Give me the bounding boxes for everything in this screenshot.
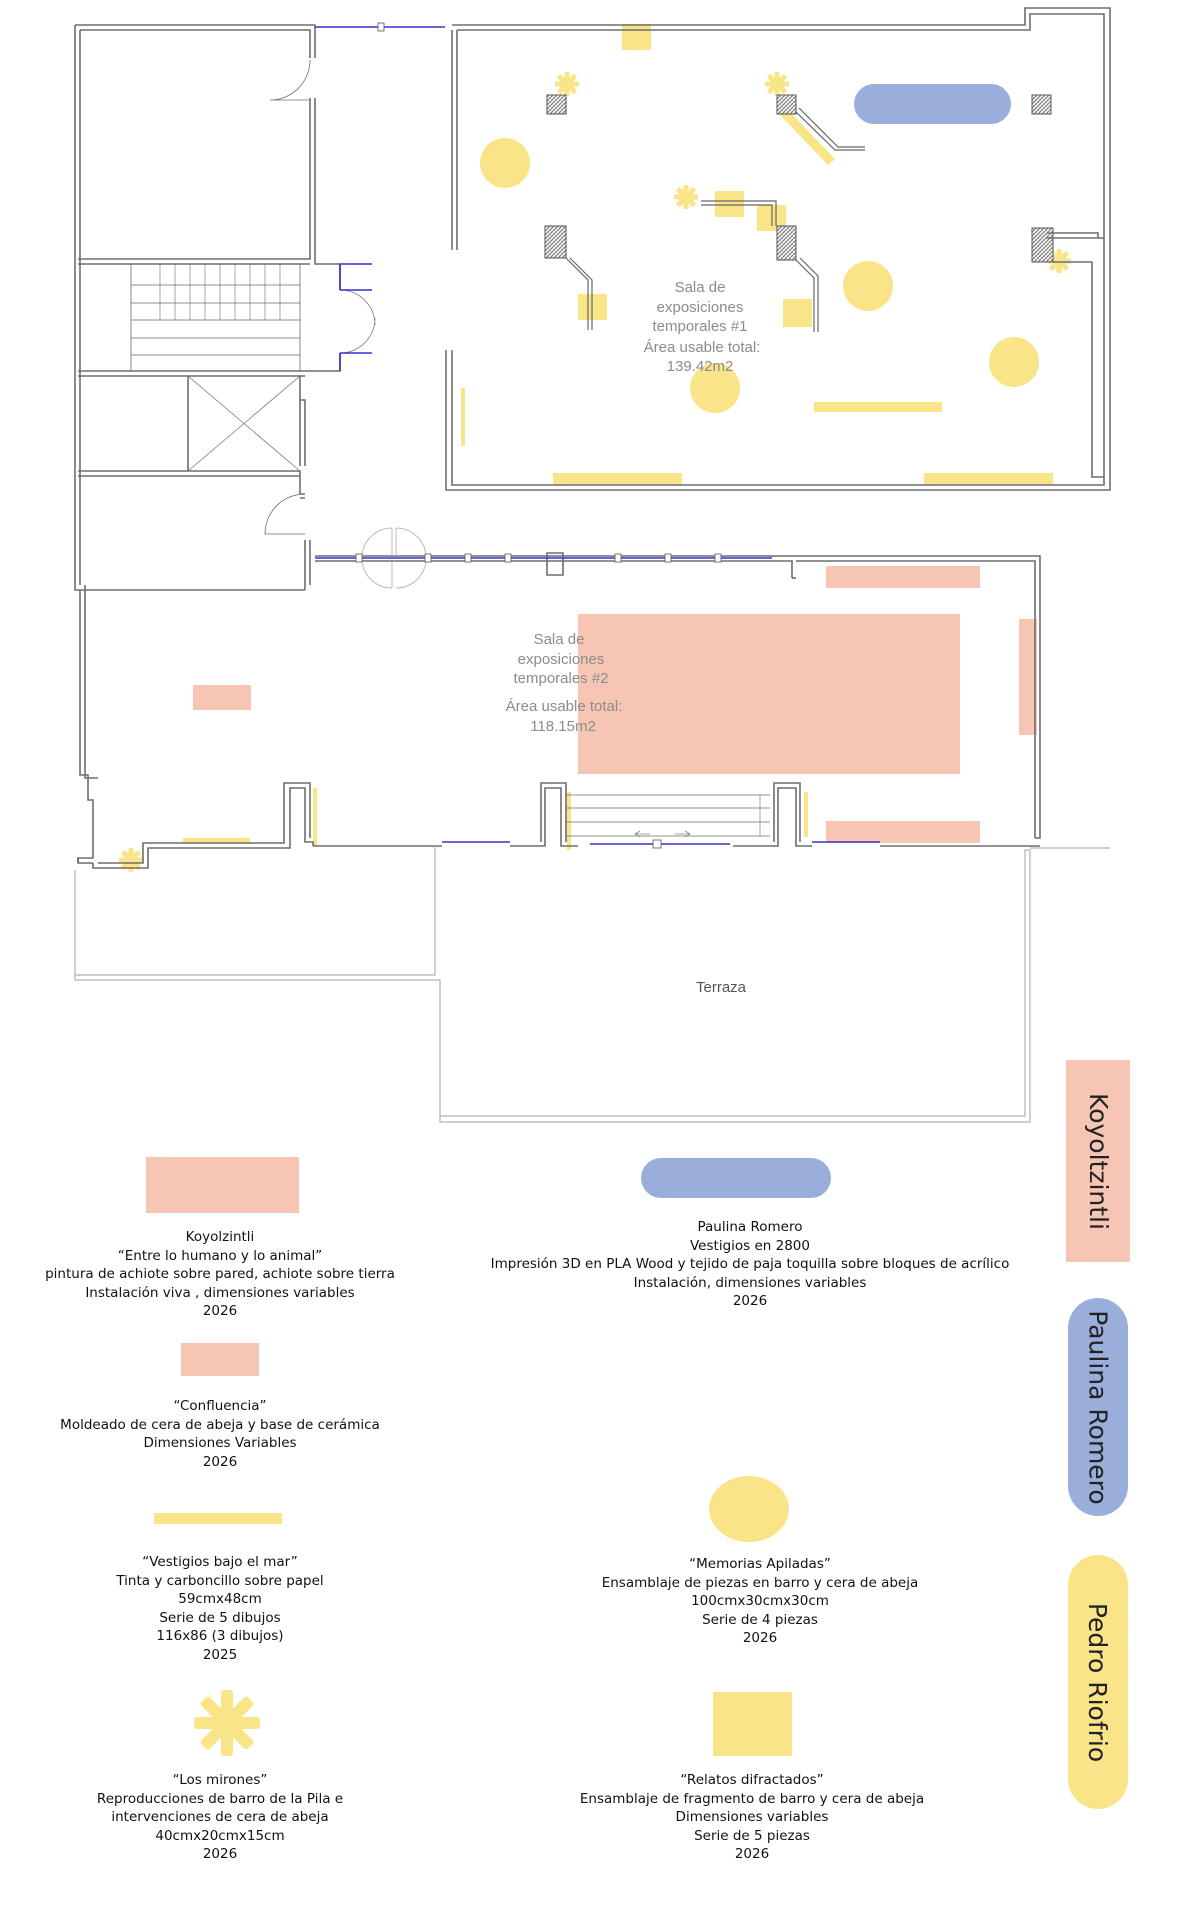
legend-swatch-paulina-pill xyxy=(641,1158,831,1198)
artist-key-paulina-romero xyxy=(1068,1298,1128,1516)
memorias-piece xyxy=(989,337,1039,387)
mirones-piece xyxy=(674,185,698,209)
artist-name: Pedro Riofrio xyxy=(1083,1602,1113,1762)
artist-key-pedro-riofrio xyxy=(1068,1555,1128,1809)
sala2-name-line: Sala de xyxy=(533,631,585,648)
sala2-name-line: temporales #2 xyxy=(513,670,609,687)
sala2-name-line: exposiciones xyxy=(517,651,605,668)
artist-key-koyoltzintli xyxy=(1066,1060,1130,1262)
vestigios-mar-piece xyxy=(924,473,1053,484)
sala1-area-line: 139.42m2 xyxy=(666,358,734,375)
sala1-name-line: exposiciones xyxy=(656,299,744,316)
koyolzintli-installation xyxy=(578,614,960,774)
mirones-piece xyxy=(765,72,789,96)
terraza-label: Terraza xyxy=(695,979,747,996)
confluencia-piece xyxy=(826,821,980,843)
relatos-piece xyxy=(622,24,651,50)
artist-name: Koyoltzintli xyxy=(1083,1092,1113,1230)
legend-entry-relatos: “Relatos difractados” Ensamblaje de fragmento de barro y cera de abeja Dimensiones variables Serie de 5 piezas 2026 xyxy=(579,1772,925,1862)
confluencia-piece xyxy=(826,566,980,588)
paulina-installation xyxy=(854,84,1011,124)
vestigios-mar-piece xyxy=(313,788,317,846)
sala2-area-line: Área usable total: xyxy=(505,698,623,715)
vestigios-mar-piece xyxy=(567,792,571,850)
legend-swatch-confluencia xyxy=(181,1343,259,1376)
vestigios-mar-piece xyxy=(553,473,682,484)
legend-entry-mirones: “Los mirones” Reproducciones de barro de la Pila e intervenciones de cera de abeja 40cmx20cmx15cm 2026 xyxy=(96,1772,344,1862)
sala2-area-line: 118.15m2 xyxy=(530,718,596,735)
sala1-name-line: temporales #1 xyxy=(652,318,748,335)
vestigios-mar-piece xyxy=(804,792,808,837)
legend-entry-confluencia: “Confluencia” Moldeado de cera de abeja y base de cerámica Dimensiones Variables 2026 xyxy=(60,1398,380,1470)
legend-entry-memorias: “Memorias Apiladas” Ensamblaje de piezas en barro y cera de abeja 100cmx30cmx30cm Serie de 4 piezas 2026 xyxy=(601,1556,919,1646)
vestigios-mar-piece xyxy=(461,388,465,446)
relatos-piece xyxy=(715,191,744,217)
legend-swatch-mirones-asterisk xyxy=(192,1688,262,1758)
memorias-piece xyxy=(843,261,893,311)
sala1-name-line: Sala de xyxy=(674,279,726,296)
vestigios-mar-piece xyxy=(814,402,942,412)
confluencia-piece xyxy=(193,685,251,710)
artist-name: Paulina Romero xyxy=(1083,1309,1113,1505)
legend-entry-entre-lo-humano: Koyolzintli “Entre lo humano y lo animal” pintura de achiote sobre pared, achiote sobre tierra Instalación viva , dimensiones variables 2026 xyxy=(45,1229,395,1319)
mirones-piece xyxy=(555,72,579,96)
memorias-piece xyxy=(480,138,530,188)
legend-swatch-koyolzintli-installation xyxy=(146,1157,299,1213)
vestigios-mar-piece xyxy=(780,109,835,165)
legend-entry-vestigios-2800: Paulina Romero Vestigios en 2800 Impresión 3D en PLA Wood y tejido de paja toquilla sobre bloques de acrílico Instalación, dimensiones variables 2026 xyxy=(490,1219,1010,1309)
sala1-area-line: Área usable total: xyxy=(643,339,761,356)
legend-swatch-vestigios-bar xyxy=(154,1513,282,1524)
legend-entry-vestigios-mar: “Vestigios bajo el mar” Tinta y carboncillo sobre papel 59cmx48cm Serie de 5 dibujos 116x86 (3 dibujos) 2025 xyxy=(116,1554,324,1663)
legend-swatch-relatos-square xyxy=(713,1692,792,1756)
legend-swatch-memorias-circle xyxy=(709,1476,789,1542)
relatos-piece xyxy=(783,299,812,327)
